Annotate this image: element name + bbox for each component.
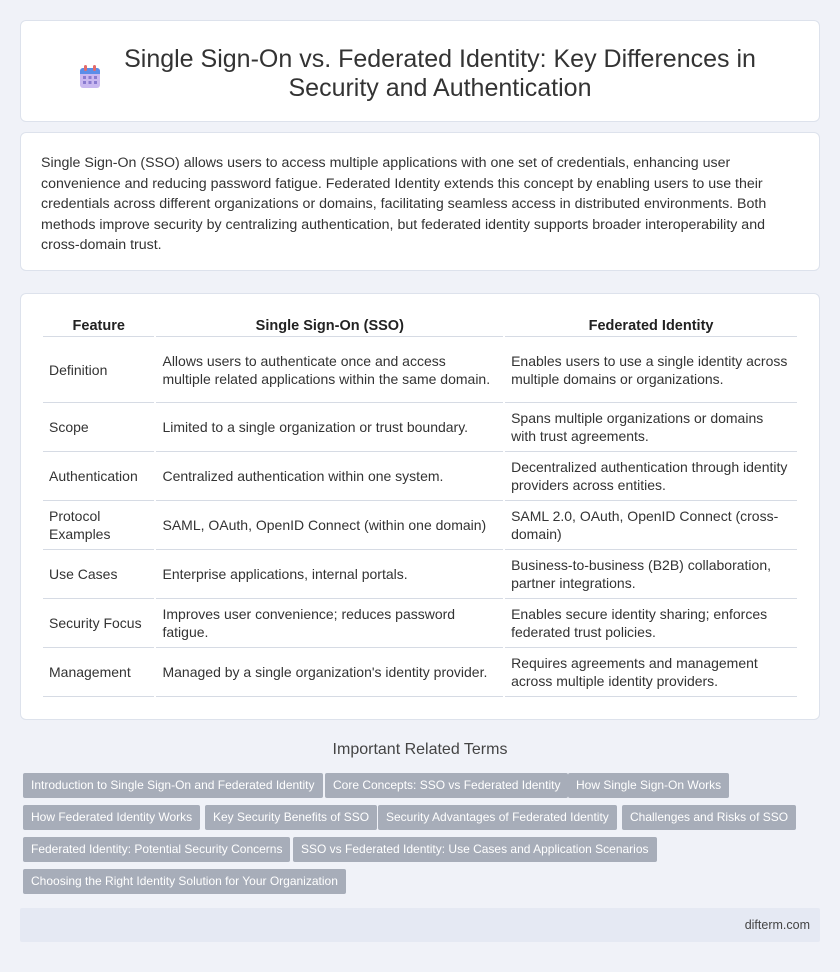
feature-cell: Protocol Examples <box>43 501 154 550</box>
comparison-table-card <box>20 293 820 720</box>
comparison-table <box>41 316 799 697</box>
sso-cell: Improves user convenience; reduces password fatigue. <box>156 599 503 648</box>
table-row <box>43 648 797 697</box>
feature-cell: Use Cases <box>43 550 154 599</box>
federated-cell: Decentralized authentication through identity providers across entities. <box>505 452 797 501</box>
federated-cell: Spans multiple organizations or domains with trust agreements. <box>505 403 797 452</box>
sso-cell: Managed by a single organization's identity provider. <box>156 648 503 697</box>
related-terms-title: Important Related Terms <box>332 741 508 758</box>
sso-cell: Enterprise applications, internal portals. <box>156 550 503 599</box>
header-sso: Single Sign-On (SSO) <box>156 316 503 337</box>
feature-cell: Security Focus <box>43 599 154 648</box>
feature-cell: Scope <box>43 403 154 452</box>
feature-cell: Authentication <box>43 452 154 501</box>
table-row <box>43 599 797 648</box>
summary-text: Single Sign-On (SSO) allows users to access multiple applications with one set of credentials, enhancing user convenience and reducing password fatigue. Federated Identity extends this concept by enabling users to use their credentials across different organizations or domains, facilitating seamless access in distributed environments. Both methods improve security by centralizing authentication, but federated identity supports broader interoperability and cross-domain trust. <box>41 155 767 253</box>
table-row <box>43 501 797 550</box>
footer-site-link[interactable]: difterm.com <box>744 918 810 932</box>
related-term-link[interactable]: Choosing the Right Identity Solution for Your Organization <box>23 869 346 894</box>
sso-cell: Allows users to authenticate once and access multiple related applications within the same domain. <box>156 337 503 403</box>
table-row <box>43 403 797 452</box>
table-row <box>43 550 797 599</box>
federated-cell: Business-to-business (B2B) collaboration, partner integrations. <box>505 550 797 599</box>
related-term-link[interactable]: How Federated Identity Works <box>23 805 200 830</box>
related-term-link[interactable]: Federated Identity: Potential Security Concerns <box>23 837 290 862</box>
federated-cell: Enables users to use a single identity across multiple domains or organizations. <box>505 337 797 403</box>
sso-cell: Limited to a single organization or trust boundary. <box>156 403 503 452</box>
related-term-link[interactable]: Core Concepts: SSO vs Federated Identity <box>325 773 568 798</box>
related-term-link[interactable]: SSO vs Federated Identity: Use Cases and Application Scenarios <box>293 837 657 862</box>
table-row <box>43 337 797 403</box>
summary-card <box>20 132 820 271</box>
federated-cell: SAML 2.0, OAuth, OpenID Connect (cross-domain) <box>505 501 797 550</box>
related-term-link[interactable]: Introduction to Single Sign-On and Federated Identity <box>23 773 323 798</box>
related-term-link[interactable]: Key Security Benefits of SSO <box>205 805 377 830</box>
header-feature: Feature <box>43 316 154 337</box>
table-row <box>43 452 797 501</box>
page-title: Single Sign-On vs. Federated Identity: Key Differences in Security and Authentication <box>124 45 756 102</box>
table-header-row <box>43 316 797 337</box>
feature-cell: Definition <box>43 337 154 403</box>
header-federated: Federated Identity <box>505 316 797 337</box>
related-term-link[interactable]: Challenges and Risks of SSO <box>622 805 796 830</box>
sso-cell: SAML, OAuth, OpenID Connect (within one domain) <box>156 501 503 550</box>
related-term-link[interactable]: Security Advantages of Federated Identity <box>378 805 617 830</box>
sso-cell: Centralized authentication within one system. <box>156 452 503 501</box>
title-card <box>20 20 820 122</box>
federated-cell: Enables secure identity sharing; enforces federated trust policies. <box>505 599 797 648</box>
feature-cell: Management <box>43 648 154 697</box>
federated-cell: Requires agreements and management across multiple identity providers. <box>505 648 797 697</box>
related-term-link[interactable]: How Single Sign-On Works <box>568 773 729 798</box>
footer <box>20 908 820 942</box>
